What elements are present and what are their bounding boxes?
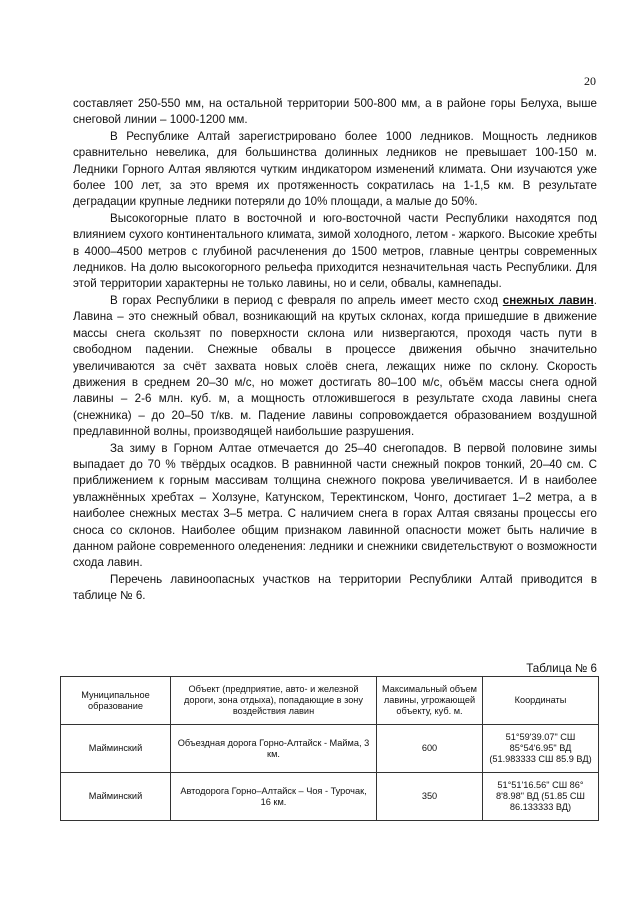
cell-volume: 350 [377,773,483,821]
table-row [61,773,599,821]
header-object: Объект (предприятие, авто- и железной дороги, зона отдыха), попадающие в зону воздействия лавин [171,677,377,725]
avalanche-term: снежных лавин [502,293,594,307]
avalanche-sites-table [60,676,599,821]
cell-object: Автодорога Горно–Алтайск – Чоя - Турочак, 16 км. [171,773,377,821]
avalanche-text-start: В горах Республики в период с февраля по апрель имеет место сход [110,293,503,307]
header-municipality: Муниципальное образование [61,677,171,725]
table-caption: Таблица № 6 [526,662,597,675]
paragraph-precipitation: составляет 250-550 мм, на остальной территории 500-800 мм, а в районе горы Белуха, выше снеговой линии – 1000-1200 мм. [73,97,597,127]
avalanche-text-rest: . Лавина – это снежный обвал, возникающий на крутых склонах, когда пришедшие в движение массы снега скользят по поверхности склона или низвергаются, проходя часть пути в свободном падении. Снежные обвалы в процессе движения обычно значительно увеличиваются за счёт захвата новых слоёв снега, лежащих ниже по склону. Скорость движения в среднем 20–30 м/с, но может достигать 80–100 м/с, объём массы снега одной лавины – 2-6 млн. куб. м, а мощность отложившегося в результате схода лавины снега (снежника) – до 20–50 т/кв. м. Падение лавины сопровождается образованием воздушной предлавинной волны, производящей наибольшие разрушения. [73,293,598,439]
header-max-volume: Максимальный объем лавины, угрожающей объекту, куб. м. [377,677,483,725]
paragraph-glaciers: В Республике Алтай зарегистрировано более 1000 ледников. Мощность ледников сравнительно невелика, для большинства долинных ледников не превышает 100-150 м. Ледники Горного Алтая являются чутким индикатором изменений климата. Они изучаются уже более 100 лет, за это время их протяженность сократилась на 1-1,5 км. В результате деградации крупные ледники потеряли до 10% площади, а малые до 50%. [73,129,597,209]
paragraph-snowfall: За зиму в Горном Алтае отмечается до 25–40 снегопадов. В первой половине зимы выпадает до 70 % твёрдых осадков. В равнинной части снежный покров тонкий, 20–40 см. С приближением к горным массивам толщина снежного покрова увеличивается. И в наиболее увлажнённых хребтах – Холзуне, Катунском, Теректинском, Чонго, достигает 1–2 метра, а в наиболее снежных местах 3–5 метра. С наличием снега в горах Алтая связаны процессы его сноса со склонов. Наиболее общим признаком лавинной опасности может быть наличие в данном районе современного оледенения: ледники и снежники свидетельствуют о возможности схода лавин. [73,441,597,570]
cell-coordinates: 51°51'16.56" СШ 86° 8'8.98" ВД (51.85 СШ 86.133333 ВД) [483,773,599,821]
header-coordinates: Координаты [483,677,599,725]
page-number: 20 [584,74,596,88]
cell-volume: 600 [377,725,483,773]
cell-coordinates: 51°59'39.07" СШ 85°54'6.95" ВД (51.983333 СШ 85.9 ВД) [483,725,599,773]
paragraph-table-intro: Перечень лавиноопасных участков на территории Республики Алтай приводится в таблице № 6. [73,572,597,603]
paragraph-avalanches [73,293,597,441]
cell-municipality: Майминский [61,773,171,821]
table-header-row [61,677,599,725]
cell-object: Объездная дорога Горно-Алтайск - Майма, 3 км. [171,725,377,773]
table-row [61,725,599,773]
cell-municipality: Майминский [61,725,171,773]
document-body [73,96,597,605]
paragraph-highlands: Высокогорные плато в восточной и юго-восточной части Республики находятся под влиянием сухого континентального климата, зимой холодного, летом - жаркого. Высокие хребты в 4000–4500 метров с глубиной расчленения до 1500 метров, главные центры современных ледников. На долю высокогорного рельефа приходится незначительная часть Республики. Для этой территории характерны не только лавины, но и сели, обвалы, камнепады. [73,211,597,291]
